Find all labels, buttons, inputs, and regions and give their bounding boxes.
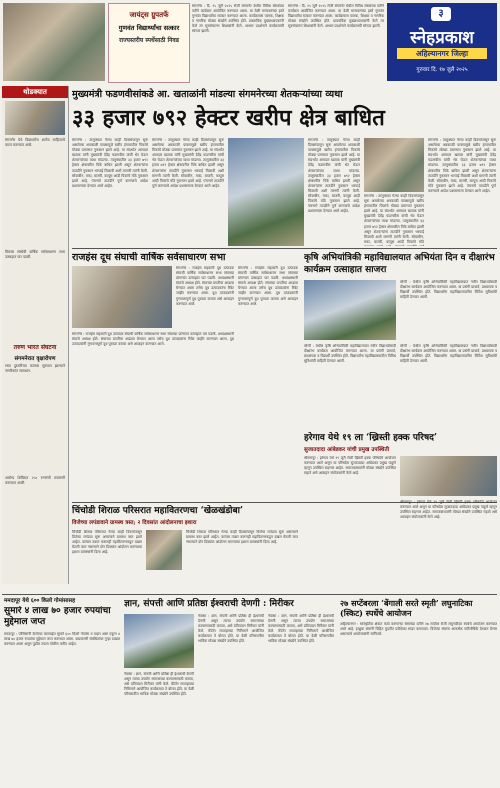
lead-col-2: संगमनेर : तालुक्यात गेल्या काही दिवसांपासून सुरू असलेल्या अवकाळी पावसामुळे खरीप हंगामातील पिकांचे मोठ्या प्रमाणात नुकसान झाले आहे. या संदर्भात आमदार खताळ यांनी मुख्यमंत्री देवेंद्र फडणवीस यांची भेट घेऊन शेतकऱ्यांच्या व्यथा मांडल्या. तालुक्यातील ३३ हजार ७९२ हेक्टर क्षेत्रावरील पिके बाधित झाली असून शेतकऱ्यांना तातडीने नुकसान भरपाई मिळावी अशी मागणी त्यांनी केली. सोयाबीन, मका, बाजरी, कापूस आदी पिकांचे मोठे नुकसान झाले आहे. पंचनामे तातडीने पूर्ण करण्याचे आदेश प्रशासनाला देण्यात आले आहेत. [152,138,224,188]
sidebar-item: विकास संस्थेची वार्षिक सर्वसाधारण सभा उत्साहात पार पडली. [5,250,65,260]
sidebar-item: आरोग्य शिबिरात २५० रुग्णांची तपासणी करण्यात आली. [5,476,65,486]
krushi-headline: कृषि अभियांत्रिकी महाविद्यालयात अभियंता दिन व दीक्षारंभ कार्यक्रम उत्साहात साजरा [304,253,495,275]
parishad-col-2: श्रीरामपूर : हरेगाव येथे १९ जुलै रोजी ख्रिस्ती हक्क परिषदेचे आयोजन करण्यात आले असून या परिषदेस सुजातदादा आंबेडकर प्रमुख पाहुणे म्हणून उपस्थित राहणार आहेत. समाजबांधवांनी मोठ्या संख्येने उपस्थित राहावे असे आवाहन संयोजकांनी केले आहे. [400,500,497,520]
khelkhandoba-headline: चिंचोडी शिराळ परिसरात महावितरणचा ‘खेळखंडोबा’ [72,506,244,516]
top-col-1: संगमनेर : दि. १५ जुलै २०२५ रोजी संगमनेर येथील विविध संस्थांच्या वतीने कार्यक्रम आयोजित करण्यात आला. या वेळी मान्यवरांच्या हस्ते गुणवंत विद्यार्थ्यांचा सत्कार करण्यात आला. कार्यक्रमास पालक, शिक्षक व नागरिक मोठ्या संख्येने उपस्थित होते. प्रास्ताविक मुख्याध्यापकांनी केले तर सूत्रसंचालन शिक्षकांनी केले. आभार प्रदर्शनाने कार्यक्रमाची सांगता झाली. [192,4,284,34]
dudh-col-3: संगमनेर : राजहंस सहकारी दूध उत्पादक संघाची वार्षिक सर्वसाधारण सभा संघाच्या प्रांगणात उत्साहात पार पडली. अध्यक्षस्थानी संघाचे अध्यक्ष होते. संघाच्या प्रगतीचा आढावा घेण्यात आला तसेच दूध उत्पादकांना रिबेट जाहीर करण्यात आला. दूध उत्पादकांनी गुणवत्तापूर्ण दूध पुरवठा करावा असे आवाहन करण्यात आले. [72,332,234,347]
jugar-headline: सुमारे ४ लाख ७० हजार रुपयांचा मुद्देमाल जप्त [4,606,111,627]
dnyan-headline: ज्ञान, संपत्ती आणि प्रतिष्ठा ईश्वराची देणगी : मिरीकर [124,599,294,609]
sidebar-item: संगमनेर येथे विद्यार्थ्यांना शालेय साहित्याचे वाटप करण्यात आले. [5,138,65,148]
dnyan-col-1: नेवासा : ज्ञान, संपत्ती आणि प्रतिष्ठा ही ईश्वराची देणगी असून त्याचा उपयोग समाजाच्या कल्याणासाठी करावा, असे प्रतिपादन मिरीकर यांनी केले. कीर्तन सप्ताहाच्या निमित्ताने आयोजित कार्यक्रमात ते बोलत होते. या वेळी परिसरातील भाविक मोठ्या संख्येने उपस्थित होते. [198,614,264,644]
dudh-photo [72,266,172,328]
top-ad-line3: राज्यस्तरीय स्पर्धेसाठी निवड [119,37,179,44]
krushi-col-3: लोणी : येथील कृषि अभियांत्रिकी महाविद्यालयात नवीन विद्यार्थ्यांसाठी दीक्षारंभ कार्यक्रम आयोजित करण्यात आला. या प्रसंगी प्राचार्य, प्राध्यापक व विद्यार्थी उपस्थित होते. विद्यार्थ्यांना महाविद्यालयातील विविध सुविधांची माहिती देण्यात आली. [400,344,497,364]
sidebar-photo [5,101,65,135]
parishad-sub: सुजातदादा आंबेडकर यांची प्रमुख उपस्थिती [304,447,390,453]
krushi-photo [304,280,396,340]
dnyan-col-3: नेवासा : ज्ञान, संपत्ती आणि प्रतिष्ठा ही ईश्वराची देणगी असून त्याचा उपयोग समाजाच्या कल्याणासाठी करावा, असे प्रतिपादन मिरीकर यांनी केले. कीर्तन सप्ताहाच्या निमित्ताने आयोजित कार्यक्रमात ते बोलत होते. या वेळी परिसरातील भाविक मोठ्या संख्येने उपस्थित होते. [124,672,194,697]
masthead-subtitle: अहिल्यानगर जिल्हा [397,48,487,59]
lead-photo [228,138,304,246]
divider [2,594,497,595]
divider [72,248,497,249]
khelkhandoba-col-1: चिंचोडी शिराळ परिसरात गेल्या काही दिवसांपासून विजेचा लपंडाव सुरू असल्याने ग्रामस्थ त्रस्त झाले आहेत. वारंवार तक्रार करूनही महावितरणकडून दखल घेतली जात नसल्याने दोन दिवसांत आंदोलन करण्याचा इशारा ग्रामस्थांनी दिला आहे. [72,530,142,555]
dudh-col-1: संगमनेर : राजहंस सहकारी दूध उत्पादक संघाची वार्षिक सर्वसाधारण सभा संघाच्या प्रांगणात उत्साहात पार पडली. अध्यक्षस्थानी संघाचे अध्यक्ष होते. संघाच्या प्रगतीचा आढावा घेण्यात आला तसेच दूध उत्पादकांना रिबेट जाहीर करण्यात आला. दूध उत्पादकांनी गुणवत्तापूर्ण दूध पुरवठा करावा असे आवाहन करण्यात आले. [176,266,234,306]
sidebar [2,86,69,584]
sidebar-section-sub: संगमनेरात वृक्षारोपण [14,356,56,362]
lead-headline: ३३ हजार ७९२ हेक्टर खरीप क्षेत्र बाधित [72,105,385,131]
krushi-col-2: लोणी : येथील कृषि अभियांत्रिकी महाविद्यालयात नवीन विद्यार्थ्यांसाठी दीक्षारंभ कार्यक्रम आयोजित करण्यात आला. या प्रसंगी प्राचार्य, प्राध्यापक व विद्यार्थी उपस्थित होते. विद्यार्थ्यांना महाविद्यालयातील विविध सुविधांची माहिती देण्यात आली. [304,344,396,364]
dudh-col-2: संगमनेर : राजहंस सहकारी दूध उत्पादक संघाची वार्षिक सर्वसाधारण सभा संघाच्या प्रांगणात उत्साहात पार पडली. अध्यक्षस्थानी संघाचे अध्यक्ष होते. संघाच्या प्रगतीचा आढावा घेण्यात आला तसेच दूध उत्पादकांना रिबेट जाहीर करण्यात आला. दूध उत्पादकांनी गुणवत्तापूर्ण दूध पुरवठा करावा असे आवाहन करण्यात आले. [238,266,298,306]
lead-col-4: संगमनेर : तालुक्यात गेल्या काही दिवसांपासून सुरू असलेल्या अवकाळी पावसामुळे खरीप हंगामातील पिकांचे मोठ्या प्रमाणात नुकसान झाले आहे. या संदर्भात आमदार खताळ यांनी मुख्यमंत्री देवेंद्र फडणवीस यांची भेट घेऊन शेतकऱ्यांच्या व्यथा मांडल्या. तालुक्यातील ३३ हजार ७९२ हेक्टर क्षेत्रावरील पिके बाधित झाली असून शेतकऱ्यांना तातडीने नुकसान भरपाई मिळावी अशी मागणी त्यांनी केली. सोयाबीन, मका, बाजरी, कापूस आदी पिकांचे मोठे [364,194,424,244]
spardha-headline: २७ सप्टेंबरला ‘बेंगाली सरते स्मृती’ लघुनाटिका (स्किट) स्पर्धेचे आयोजन [340,598,473,618]
dudh-headline: राजहंस दूध संघाची वार्षिक सर्वसाधारण सभा [72,252,226,263]
khelkhandoba-photo [146,530,182,570]
parishad-photo [400,456,497,496]
sidebar-section-title: तरुण भारत संघटना [13,344,57,351]
page-number-badge: ३ [431,7,451,21]
jugar-col-1: ममदापूर : पोलिसांनी केलेल्या कारवाईत सुमारे ६०० किलो गोमांस व वाहन असा एकूण ४ लाख ७० हजार रुपयांचा मुद्देमाल जप्त करण्यात आला. याप्रकरणी संबंधितांवर गुन्हा दाखल करण्यात आला असून पुढील तपास पोलीस करीत आहेत. [4,632,120,647]
lead-col-1: संगमनेर : तालुक्यात गेल्या काही दिवसांपासून सुरू असलेल्या अवकाळी पावसामुळे खरीप हंगामातील पिकांचे मोठ्या प्रमाणात नुकसान झाले आहे. या संदर्भात आमदार खताळ यांनी मुख्यमंत्री देवेंद्र फडणवीस यांची भेट घेऊन शेतकऱ्यांच्या व्यथा मांडल्या. तालुक्यातील ३३ हजार ७९२ हेक्टर क्षेत्रावरील पिके बाधित झाली असून शेतकऱ्यांना तातडीने नुकसान भरपाई मिळावी अशी मागणी त्यांनी केली. सोयाबीन, मका, बाजरी, कापूस आदी पिकांचे मोठे नुकसान झाले आहे. पंचनामे तातडीने पूर्ण करण्याचे आदेश प्रशासनाला देण्यात आले आहेत. [72,138,148,188]
top-photo [3,3,105,81]
jugar-kicker: ममदापूर येथे ६०० किलो गोमांसासह [4,598,76,604]
masthead-date: गुरुवार दि. १७ जुलै २०२५ [416,67,468,73]
masthead [387,3,497,81]
dnyan-col-2: नेवासा : ज्ञान, संपत्ती आणि प्रतिष्ठा ही ईश्वराची देणगी असून त्याचा उपयोग समाजाच्या कल्याणासाठी करावा, असे प्रतिपादन मिरीकर यांनी केले. कीर्तन सप्ताहाच्या निमित्ताने आयोजित कार्यक्रमात ते बोलत होते. या वेळी परिसरातील भाविक मोठ्या संख्येने उपस्थित होते. [268,614,334,644]
top-ad-line2: गुणवंत विद्यार्थ्यांचा सत्कार [118,24,180,32]
sidebar-item: रस्ता दुरुस्तीच्या कामास सुरुवात झाल्याने नागरिकांत समाधान. [5,364,65,374]
khelkhandoba-sub: विजेच्या लपंडावाने ग्रामस्थ त्रस्त; २ दिवसांत आंदोलनाचा इशारा [72,520,197,526]
khelkhandoba-col-2: चिंचोडी शिराळ परिसरात गेल्या काही दिवसांपासून विजेचा लपंडाव सुरू असल्याने ग्रामस्थ त्रस्त झाले आहेत. वारंवार तक्रार करूनही महावितरणकडून दखल घेतली जात नसल्याने दोन दिवसांत आंदोलन करण्याचा इशारा ग्रामस्थांनी दिला आहे. [186,530,298,545]
krushi-col-1: लोणी : येथील कृषि अभियांत्रिकी महाविद्यालयात नवीन विद्यार्थ्यांसाठी दीक्षारंभ कार्यक्रम आयोजित करण्यात आला. या प्रसंगी प्राचार्य, प्राध्यापक व विद्यार्थी उपस्थित होते. विद्यार्थ्यांना महाविद्यालयातील विविध सुविधांची माहिती देण्यात आली. [400,280,497,300]
top-ad-line1: जायंट्स ग्रुपतर्फे [129,10,169,19]
top-ad-box [108,3,190,83]
lead-kicker: मुख्यमंत्री फडणवीसांकडे आ. खताळांनी मांडल्या संगमनेरच्या शेतकऱ्यांच्या व्यथा [72,89,343,100]
top-col-2: संगमनेर : दि. १५ जुलै २०२५ रोजी संगमनेर येथील विविध संस्थांच्या वतीने कार्यक्रम आयोजित करण्यात आला. या वेळी मान्यवरांच्या हस्ते गुणवंत विद्यार्थ्यांचा सत्कार करण्यात आला. कार्यक्रमास पालक, शिक्षक व नागरिक मोठ्या संख्येने उपस्थित होते. प्रास्ताविक मुख्याध्यापकांनी केले तर सूत्रसंचालन शिक्षकांनी केले. आभार प्रदर्शनाने कार्यक्रमाची सांगता झाली. [288,4,384,29]
masthead-title: स्नेहप्रकाश [410,28,474,48]
parishad-headline: हरेगाव येथे १९ ला ‘ख्रिस्ती हक्क परिषद’ [304,433,438,443]
lead-photo-2 [364,138,424,192]
lead-col-3: संगमनेर : तालुक्यात गेल्या काही दिवसांपासून सुरू असलेल्या अवकाळी पावसामुळे खरीप हंगामातील पिकांचे मोठ्या प्रमाणात नुकसान झाले आहे. या संदर्भात आमदार खताळ यांनी मुख्यमंत्री देवेंद्र फडणवीस यांची भेट घेऊन शेतकऱ्यांच्या व्यथा मांडल्या. तालुक्यातील ३३ हजार ७९२ हेक्टर क्षेत्रावरील पिके बाधित झाली असून शेतकऱ्यांना तातडीने नुकसान भरपाई मिळावी अशी मागणी त्यांनी केली. सोयाबीन, मका, बाजरी, कापूस आदी पिकांचे मोठे नुकसान झाले आहे. पंचनामे तातडीने पूर्ण करण्याचे आदेश प्रशासनाला देण्यात आले आहेत. [308,138,360,214]
spardha-col-1: अहिल्यानगर : सांस्कृतिक क्षेत्रात कार्य करणाऱ्या संस्थेच्या वतीने २७ सप्टेंबर रोजी लघुनाटिका स्पर्धेचे आयोजन करण्यात आले आहे. इच्छुक संघांनी विहित मुदतीत प्रवेशिका सादर कराव्यात. विजेत्या संघांना आकर्षक पारितोषिके देण्यात येणार असल्याचे आयोजकांनी सांगितले. [340,622,497,637]
dnyan-photo [124,614,194,668]
lead-col-5: संगमनेर : तालुक्यात गेल्या काही दिवसांपासून सुरू असलेल्या अवकाळी पावसामुळे खरीप हंगामातील पिकांचे मोठ्या प्रमाणात नुकसान झाले आहे. या संदर्भात आमदार खताळ यांनी मुख्यमंत्री देवेंद्र फडणवीस यांची भेट घेऊन शेतकऱ्यांच्या व्यथा मांडल्या. तालुक्यातील ३३ हजार ७९२ हेक्टर क्षेत्रावरील पिके बाधित झाली असून शेतकऱ्यांना तातडीने नुकसान भरपाई मिळावी अशी मागणी त्यांनी केली. सोयाबीन, मका, बाजरी, कापूस आदी पिकांचे मोठे नुकसान झाले आहे. पंचनामे तातडीने पूर्ण करण्याचे आदेश प्रशासनाला देण्यात आले आहेत. [428,138,496,193]
parishad-col-1: श्रीरामपूर : हरेगाव येथे १९ जुलै रोजी ख्रिस्ती हक्क परिषदेचे आयोजन करण्यात आले असून या परिषदेस सुजातदादा आंबेडकर प्रमुख पाहुणे म्हणून उपस्थित राहणार आहेत. समाजबांधवांनी मोठ्या संख्येने उपस्थित राहावे असे आवाहन संयोजकांनी केले आहे. [304,456,396,476]
sidebar-tag: थोडक्यात [2,86,68,98]
